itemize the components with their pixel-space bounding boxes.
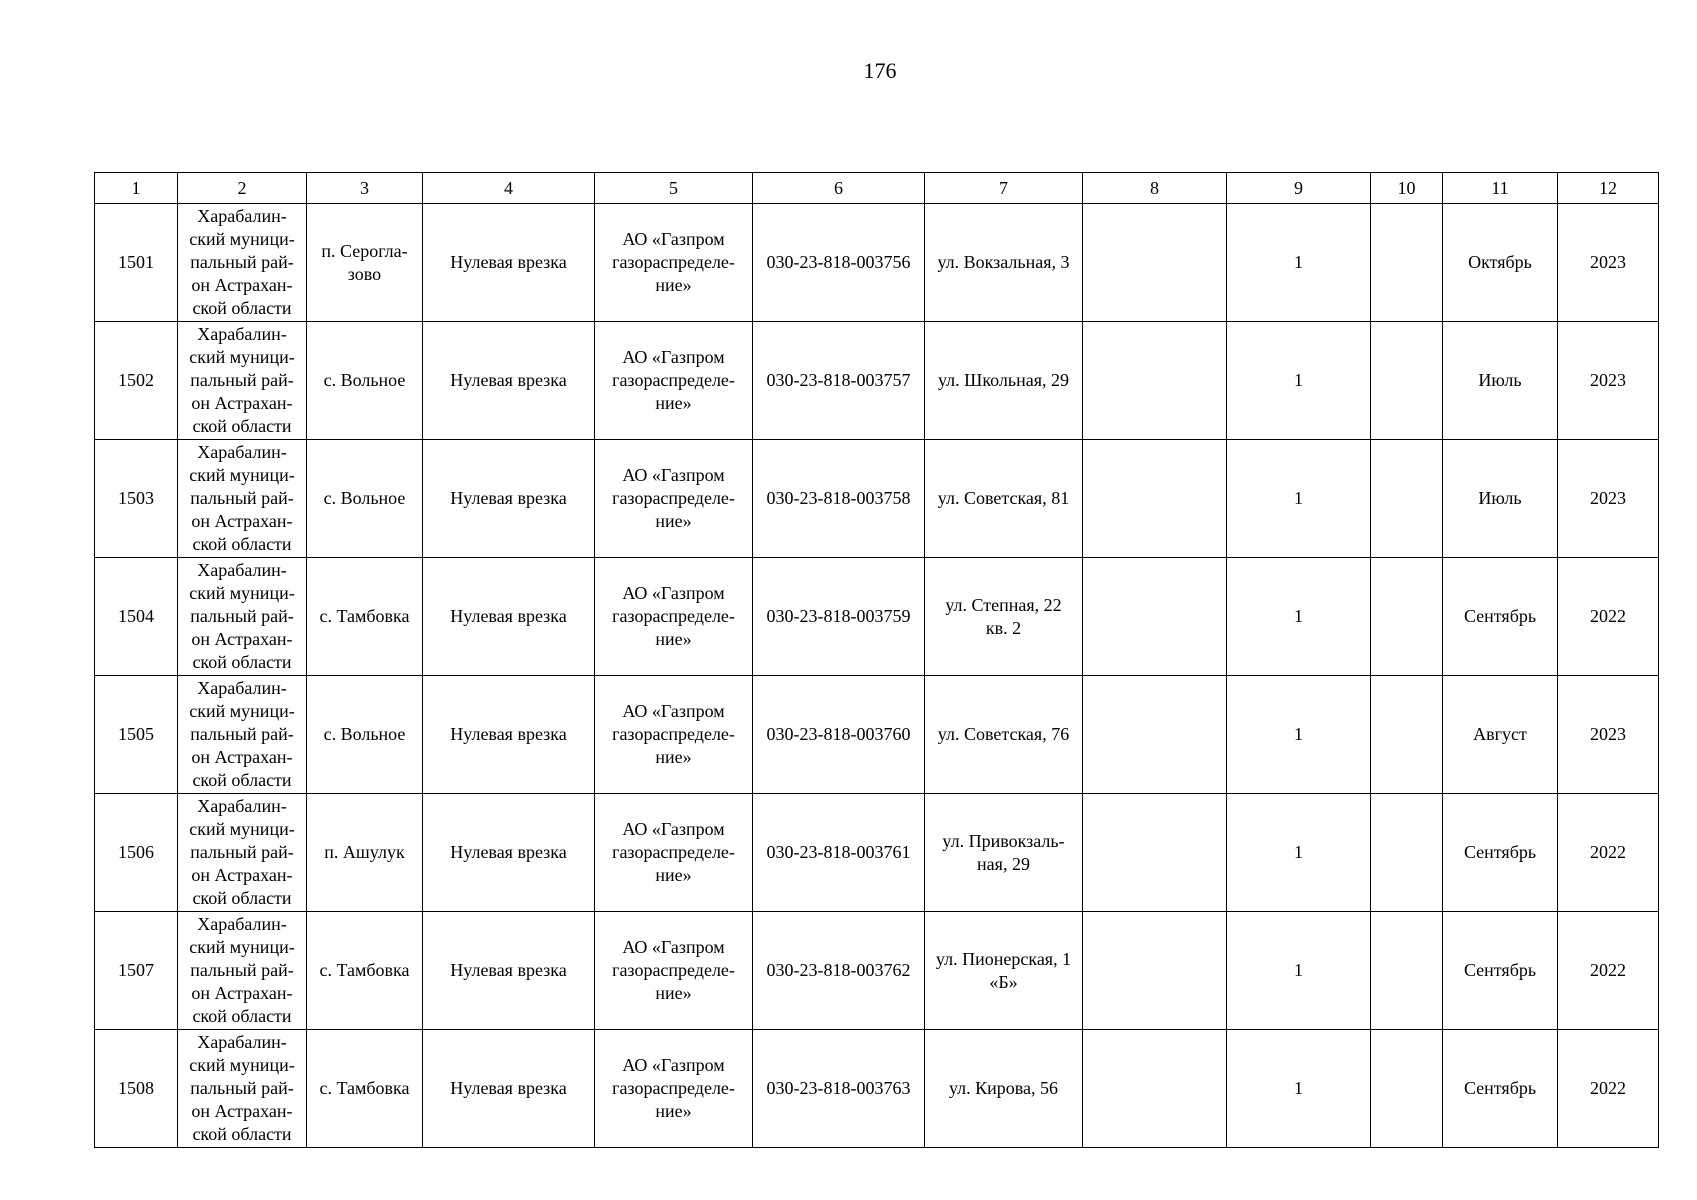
table-cell-col-1 bbox=[95, 204, 178, 322]
table-cell-col-5 bbox=[595, 676, 753, 794]
cell-text: 2022 bbox=[1590, 606, 1626, 626]
table-cell-col-8 bbox=[1083, 558, 1227, 676]
column-header-1: 1 bbox=[95, 173, 178, 204]
table-cell-col-9 bbox=[1227, 912, 1371, 1030]
table-cell-col-2 bbox=[178, 1030, 307, 1148]
table-cell-col-7 bbox=[925, 558, 1083, 676]
table-cell-col-10 bbox=[1371, 440, 1443, 558]
cell-text: Нулевая врезка bbox=[450, 1078, 567, 1098]
table-cell-col-10 bbox=[1371, 1030, 1443, 1148]
cell-text: АО «Газпром газораспределе- ние» bbox=[612, 819, 735, 885]
cell-text: Август bbox=[1473, 724, 1527, 744]
table-row bbox=[95, 440, 1659, 558]
cell-text: 1 bbox=[1294, 370, 1303, 390]
cell-text: Нулевая врезка bbox=[450, 842, 567, 862]
table-cell-col-8 bbox=[1083, 676, 1227, 794]
table-cell-col-4 bbox=[423, 204, 595, 322]
table-cell-col-3 bbox=[307, 794, 423, 912]
table-row bbox=[95, 676, 1659, 794]
table-cell-col-1 bbox=[95, 558, 178, 676]
table-cell-col-8 bbox=[1083, 204, 1227, 322]
column-header-11: 11 bbox=[1443, 173, 1558, 204]
table-cell-col-11 bbox=[1443, 676, 1558, 794]
column-header-8: 8 bbox=[1083, 173, 1227, 204]
cell-text: 1 bbox=[1294, 724, 1303, 744]
page-number: 176 bbox=[863, 58, 897, 83]
cell-text: Харабалин- ский муници- пальный рай- он Астрахан- ской области bbox=[189, 678, 295, 790]
cell-text: п. Ашулук bbox=[324, 842, 405, 862]
table-cell-col-5 bbox=[595, 558, 753, 676]
table-cell-col-3 bbox=[307, 912, 423, 1030]
table-cell-col-4 bbox=[423, 322, 595, 440]
cell-text: Харабалин- ский муници- пальный рай- он Астрахан- ской области bbox=[189, 442, 295, 554]
table-cell-col-4 bbox=[423, 1030, 595, 1148]
table-cell-col-5 bbox=[595, 794, 753, 912]
table-row bbox=[95, 794, 1659, 912]
cell-text: 1 bbox=[1294, 252, 1303, 272]
table-cell-col-1 bbox=[95, 794, 178, 912]
table-cell-col-12 bbox=[1558, 1030, 1659, 1148]
table-cell-col-8 bbox=[1083, 1030, 1227, 1148]
cell-text: Сентябрь bbox=[1463, 842, 1537, 862]
table-row bbox=[95, 558, 1659, 676]
cell-text: 030-23-818-003759 bbox=[766, 606, 911, 626]
column-header-7: 7 bbox=[925, 173, 1083, 204]
cell-text: 030-23-818-003760 bbox=[766, 724, 911, 744]
table-cell-col-9 bbox=[1227, 204, 1371, 322]
table-cell-col-5 bbox=[595, 322, 753, 440]
table-cell-col-10 bbox=[1371, 912, 1443, 1030]
table-row bbox=[95, 1030, 1659, 1148]
table-cell-col-12 bbox=[1558, 440, 1659, 558]
cell-text: 030-23-818-003756 bbox=[766, 252, 911, 272]
cell-text: Сентябрь bbox=[1463, 1078, 1537, 1098]
table-cell-col-8 bbox=[1083, 440, 1227, 558]
cell-text: Харабалин- ский муници- пальный рай- он Астрахан- ской области bbox=[189, 206, 295, 318]
cell-text: АО «Газпром газораспределе- ние» bbox=[612, 465, 735, 531]
cell-text: 1507 bbox=[118, 960, 154, 980]
cell-text: 030-23-818-003757 bbox=[766, 370, 911, 390]
cell-text: ул. Советская, 76 bbox=[937, 724, 1070, 744]
cell-text: ул. Кирова, 56 bbox=[948, 1078, 1059, 1098]
table-cell-col-12 bbox=[1558, 322, 1659, 440]
table-cell-col-6 bbox=[753, 912, 925, 1030]
table-cell-col-10 bbox=[1371, 794, 1443, 912]
cell-text: 030-23-818-003758 bbox=[766, 488, 911, 508]
table-cell-col-12 bbox=[1558, 794, 1659, 912]
column-header-3: 3 bbox=[307, 173, 423, 204]
cell-text: ул. Привокзаль- ная, 29 bbox=[942, 830, 1065, 874]
table-cell-col-12 bbox=[1558, 558, 1659, 676]
table-cell-col-10 bbox=[1371, 322, 1443, 440]
cell-text: 1 bbox=[1294, 488, 1303, 508]
cell-text: Нулевая врезка bbox=[450, 488, 567, 508]
cell-text: Харабалин- ский муници- пальный рай- он Астрахан- ской области bbox=[189, 796, 295, 908]
cell-text: с. Вольное bbox=[323, 370, 406, 390]
table-cell-col-3 bbox=[307, 1030, 423, 1148]
table-cell-col-7 bbox=[925, 794, 1083, 912]
cell-text: Сентябрь bbox=[1463, 606, 1537, 626]
table-cell-col-3 bbox=[307, 322, 423, 440]
cell-text: 1502 bbox=[118, 370, 154, 390]
table-cell-col-9 bbox=[1227, 558, 1371, 676]
table-cell-col-6 bbox=[753, 322, 925, 440]
cell-text: 1501 bbox=[118, 252, 154, 272]
table-cell-col-8 bbox=[1083, 794, 1227, 912]
cell-text: Харабалин- ский муници- пальный рай- он Астрахан- ской области bbox=[189, 914, 295, 1026]
cell-text: Сентябрь bbox=[1463, 960, 1537, 980]
table-cell-col-11 bbox=[1443, 1030, 1558, 1148]
table-cell-col-2 bbox=[178, 794, 307, 912]
cell-text: Харабалин- ский муници- пальный рай- он Астрахан- ской области bbox=[189, 1032, 295, 1144]
table-cell-col-6 bbox=[753, 558, 925, 676]
cell-text: 2022 bbox=[1590, 960, 1626, 980]
table-cell-col-11 bbox=[1443, 440, 1558, 558]
table-cell-col-5 bbox=[595, 204, 753, 322]
table-cell-col-6 bbox=[753, 1030, 925, 1148]
table-cell-col-7 bbox=[925, 1030, 1083, 1148]
table-cell-col-11 bbox=[1443, 794, 1558, 912]
table-cell-col-1 bbox=[95, 912, 178, 1030]
table-cell-col-7 bbox=[925, 440, 1083, 558]
table-cell-col-1 bbox=[95, 440, 178, 558]
cell-text: Июль bbox=[1478, 488, 1522, 508]
cell-text: п. Серогла- зово bbox=[321, 240, 408, 284]
table-cell-col-3 bbox=[307, 558, 423, 676]
cell-text: 030-23-818-003761 bbox=[766, 842, 911, 862]
table-cell-col-7 bbox=[925, 912, 1083, 1030]
cell-text: с. Вольное bbox=[323, 724, 406, 744]
table-cell-col-8 bbox=[1083, 322, 1227, 440]
table-cell-col-9 bbox=[1227, 794, 1371, 912]
cell-text: 2023 bbox=[1590, 370, 1626, 390]
table-cell-col-10 bbox=[1371, 558, 1443, 676]
table-cell-col-4 bbox=[423, 676, 595, 794]
cell-text: 1508 bbox=[118, 1078, 154, 1098]
cell-text: АО «Газпром газораспределе- ние» bbox=[612, 347, 735, 413]
table-cell-col-9 bbox=[1227, 676, 1371, 794]
column-header-4: 4 bbox=[423, 173, 595, 204]
table-cell-col-4 bbox=[423, 912, 595, 1030]
table-cell-col-6 bbox=[753, 440, 925, 558]
table-cell-col-7 bbox=[925, 204, 1083, 322]
table-cell-col-10 bbox=[1371, 676, 1443, 794]
table-cell-col-1 bbox=[95, 322, 178, 440]
cell-text: АО «Газпром газораспределе- ние» bbox=[612, 583, 735, 649]
table-cell-col-2 bbox=[178, 558, 307, 676]
cell-text: АО «Газпром газораспределе- ние» bbox=[612, 937, 735, 1003]
cell-text: ул. Вокзальная, 3 bbox=[937, 252, 1070, 272]
table-header bbox=[95, 173, 1659, 204]
table-cell-col-2 bbox=[178, 322, 307, 440]
cell-text: Харабалин- ский муници- пальный рай- он Астрахан- ской области bbox=[189, 324, 295, 436]
cell-text: Июль bbox=[1478, 370, 1522, 390]
table-cell-col-12 bbox=[1558, 676, 1659, 794]
table-cell-col-10 bbox=[1371, 204, 1443, 322]
cell-text: ул. Пионерская, 1 «Б» bbox=[935, 948, 1072, 992]
column-header-6: 6 bbox=[753, 173, 925, 204]
cell-text: Нулевая врезка bbox=[450, 724, 567, 744]
table-cell-col-8 bbox=[1083, 912, 1227, 1030]
table-cell-col-3 bbox=[307, 676, 423, 794]
table-cell-col-11 bbox=[1443, 912, 1558, 1030]
cell-text: ул. Советская, 81 bbox=[937, 488, 1070, 508]
cell-text: ул. Степная, 22 кв. 2 bbox=[945, 594, 1062, 638]
cell-text: Нулевая врезка bbox=[450, 252, 567, 272]
cell-text: 2022 bbox=[1590, 842, 1626, 862]
cell-text: 030-23-818-003762 bbox=[766, 960, 911, 980]
cell-text: 2023 bbox=[1590, 488, 1626, 508]
table-cell-col-5 bbox=[595, 1030, 753, 1148]
table-cell-col-1 bbox=[95, 676, 178, 794]
table-body bbox=[95, 204, 1659, 1148]
table-cell-col-2 bbox=[178, 204, 307, 322]
cell-text: 2023 bbox=[1590, 724, 1626, 744]
cell-text: с. Вольное bbox=[323, 488, 406, 508]
table-cell-col-5 bbox=[595, 440, 753, 558]
table-cell-col-2 bbox=[178, 912, 307, 1030]
header-row bbox=[95, 173, 1659, 204]
column-header-2: 2 bbox=[178, 173, 307, 204]
table-row bbox=[95, 204, 1659, 322]
cell-text: АО «Газпром газораспределе- ние» bbox=[612, 229, 735, 295]
table-cell-col-12 bbox=[1558, 204, 1659, 322]
cell-text: Нулевая врезка bbox=[450, 370, 567, 390]
cell-text: 1506 bbox=[118, 842, 154, 862]
cell-text: 1505 bbox=[118, 724, 154, 744]
table-cell-col-2 bbox=[178, 676, 307, 794]
table-cell-col-9 bbox=[1227, 1030, 1371, 1148]
cell-text: АО «Газпром газораспределе- ние» bbox=[612, 1055, 735, 1121]
table-cell-col-6 bbox=[753, 204, 925, 322]
column-header-9: 9 bbox=[1227, 173, 1371, 204]
table-cell-col-2 bbox=[178, 440, 307, 558]
cell-text: ул. Школьная, 29 bbox=[937, 370, 1070, 390]
column-header-5: 5 bbox=[595, 173, 753, 204]
cell-text: Харабалин- ский муници- пальный рай- он Астрахан- ской области bbox=[189, 560, 295, 672]
cell-text: 1 bbox=[1294, 1078, 1303, 1098]
table-cell-col-3 bbox=[307, 440, 423, 558]
table-cell-col-11 bbox=[1443, 204, 1558, 322]
table-cell-col-11 bbox=[1443, 558, 1558, 676]
cell-text: Нулевая врезка bbox=[450, 960, 567, 980]
table-cell-col-6 bbox=[753, 676, 925, 794]
table-row bbox=[95, 912, 1659, 1030]
table-cell-col-9 bbox=[1227, 440, 1371, 558]
table-row bbox=[95, 322, 1659, 440]
cell-text: с. Тамбовка bbox=[319, 606, 410, 626]
table-cell-col-4 bbox=[423, 440, 595, 558]
table-cell-col-11 bbox=[1443, 322, 1558, 440]
cell-text: АО «Газпром газораспределе- ние» bbox=[612, 701, 735, 767]
table-cell-col-9 bbox=[1227, 322, 1371, 440]
cell-text: 2023 bbox=[1590, 252, 1626, 272]
cell-text: 1 bbox=[1294, 842, 1303, 862]
table-cell-col-3 bbox=[307, 204, 423, 322]
cell-text: 2022 bbox=[1590, 1078, 1626, 1098]
table-cell-col-12 bbox=[1558, 912, 1659, 1030]
cell-text: 1 bbox=[1294, 606, 1303, 626]
cell-text: Нулевая врезка bbox=[450, 606, 567, 626]
cell-text: с. Тамбовка bbox=[319, 960, 410, 980]
table-cell-col-4 bbox=[423, 558, 595, 676]
cell-text: 030-23-818-003763 bbox=[766, 1078, 911, 1098]
column-header-10: 10 bbox=[1371, 173, 1443, 204]
cell-text: с. Тамбовка bbox=[319, 1078, 410, 1098]
cell-text: 1504 bbox=[118, 606, 154, 626]
table-cell-col-6 bbox=[753, 794, 925, 912]
cell-text: Октябрь bbox=[1468, 252, 1532, 272]
table-cell-col-4 bbox=[423, 794, 595, 912]
table-cell-col-5 bbox=[595, 912, 753, 1030]
column-header-12: 12 bbox=[1558, 173, 1659, 204]
cell-text: 1 bbox=[1294, 960, 1303, 980]
table-cell-col-1 bbox=[95, 1030, 178, 1148]
table-cell-col-7 bbox=[925, 676, 1083, 794]
table-cell-col-7 bbox=[925, 322, 1083, 440]
data-table bbox=[94, 172, 1659, 1148]
cell-text: 1503 bbox=[118, 488, 154, 508]
